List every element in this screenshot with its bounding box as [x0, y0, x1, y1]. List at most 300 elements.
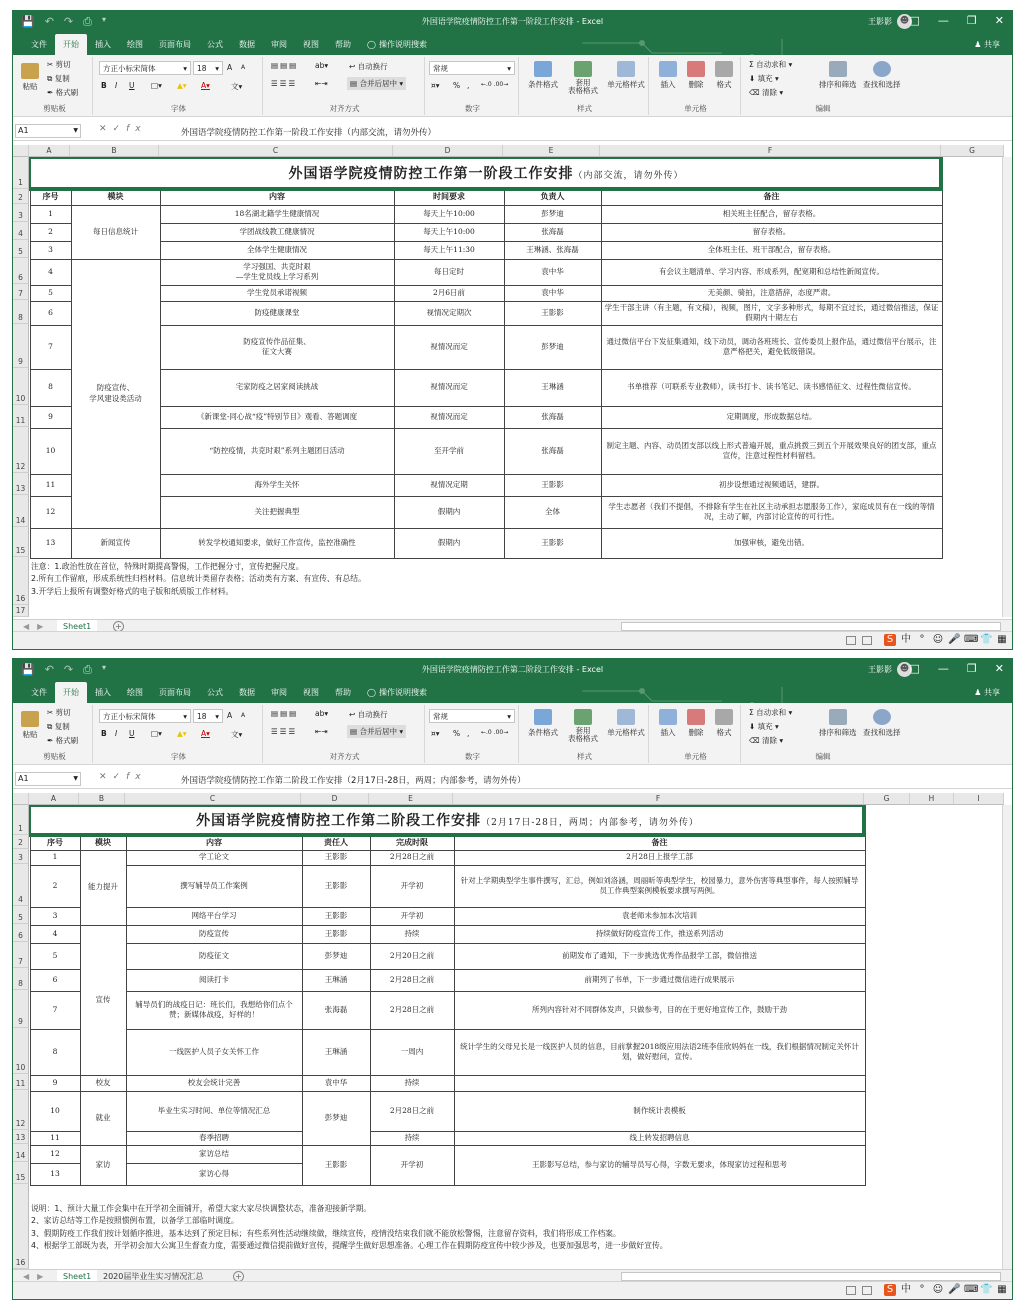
cell-content[interactable]: 网络平台学习 [126, 907, 302, 925]
cell-deadline[interactable]: 2月28日之前 [370, 850, 454, 865]
cell-note[interactable]: 持续做好防疫宣传工作，推送系列活动 [454, 925, 865, 943]
header-note[interactable]: 备注 [601, 190, 942, 205]
underline-button[interactable]: U [129, 729, 135, 738]
sheet-tab-internship[interactable]: 2020届毕业生实习情况汇总 [103, 1272, 204, 1281]
cell-module[interactable]: 家访 [80, 1145, 126, 1185]
sheet-title[interactable]: 外国语学院疫情防控工作第二阶段工作安排（2月17日-28日，两周；内部参考，请勿外传） [30, 806, 865, 836]
avatar[interactable]: ☻ [897, 14, 912, 29]
cell-no[interactable]: 7 [30, 991, 80, 1029]
tab-view[interactable]: 视图 [303, 40, 319, 49]
cut-button[interactable]: ✂ 剪切 [47, 708, 71, 717]
accounting-format-button[interactable]: ¤▾ [431, 729, 440, 738]
cell-owner[interactable]: 全体 [504, 496, 601, 528]
paste-button[interactable]: 粘贴 [21, 711, 39, 740]
punctuation-icon[interactable]: ° [919, 634, 925, 645]
cell-module[interactable]: 能力提升 [80, 850, 126, 925]
col-header-g[interactable]: G [941, 145, 1004, 157]
wrap-text-button[interactable]: ↩ 自动换行 [349, 710, 388, 719]
tab-review[interactable]: 审阅 [271, 688, 287, 697]
cell-note[interactable]: 制定主题、内容、动员团支部以线上形式普遍开展，重点挑拨三到五个开展效果良好的团支部，重点宣传，注意过程性材料留档。 [601, 428, 942, 474]
cell-no[interactable]: 8 [30, 1029, 80, 1075]
cell-no[interactable]: 1 [30, 850, 80, 865]
restore-icon[interactable]: ❐ [966, 14, 977, 27]
border-button[interactable]: □▾ [151, 81, 162, 90]
cell-note[interactable]: 书单推荐（可联系专业教师），读书打卡、读书笔记、读书感悟征文、过程性微信宣传。 [601, 369, 942, 406]
cell-owner[interactable]: 张海磊 [302, 991, 370, 1029]
tab-draw[interactable]: 绘图 [127, 40, 143, 49]
sort-filter-button[interactable]: 排序和筛选 [819, 61, 857, 90]
format-painter-button[interactable]: ✒ 格式刷 [47, 88, 79, 97]
cell-content[interactable]: 辅导员们的战疫日记：班长们，我想给你们点个赞；新媒体战疫，好样的！ [126, 991, 302, 1029]
horizontal-scrollbar[interactable] [621, 1272, 1001, 1281]
cell-deadline[interactable]: 2月28日之前 [370, 1091, 454, 1131]
italic-button[interactable]: I [115, 81, 118, 90]
tab-view[interactable]: 视图 [303, 688, 319, 697]
tell-me-search[interactable]: ◯ 操作说明搜索 [367, 688, 427, 697]
comma-button[interactable]: , [467, 729, 470, 738]
add-sheet-button[interactable]: + [233, 1271, 244, 1282]
cell-time[interactable]: 每天上午11:30 [394, 241, 504, 259]
cell-owner[interactable]: 彭梦迪 [504, 325, 601, 369]
cell-note[interactable]: 统计学生的父母兄长是一线医护人员的信息，目前掌握2018级应用法语2班李佳欣妈妈在一线，我们根据情况制定关怀计划，做好慰问，宣传。 [454, 1029, 865, 1075]
tab-page-layout[interactable]: 页面布局 [159, 688, 191, 697]
toolbox-icon[interactable]: ▦ [997, 1284, 1007, 1295]
col-header-a[interactable]: A [29, 145, 70, 157]
print-preview-icon[interactable]: ⎙ [83, 15, 92, 28]
skin-icon[interactable]: 👕 [980, 1284, 993, 1295]
cell-content[interactable]: 一线医护人员子女关怀工作 [126, 1029, 302, 1075]
row-header[interactable]: 8 [13, 968, 29, 990]
cell-deadline[interactable]: 持续 [370, 925, 454, 943]
cell-note[interactable]: 线上转发招聘信息 [454, 1131, 865, 1145]
cell-no[interactable]: 3 [30, 907, 80, 925]
cell-no[interactable]: 12 [30, 1145, 80, 1163]
fx-icon[interactable]: ✕✓fx [99, 124, 147, 134]
col-header-d[interactable]: D [301, 793, 369, 805]
cell-no[interactable]: 9 [30, 1075, 80, 1091]
cell-styles-button[interactable]: 单元格样式 [605, 61, 647, 90]
header-note[interactable]: 备注 [454, 836, 865, 850]
tab-home[interactable]: 开始 [55, 34, 87, 55]
row-header[interactable]: 9 [13, 324, 29, 368]
cell-content[interactable]: “防控疫情，共克时艰”系列主题团日活动 [160, 428, 394, 474]
col-header-h[interactable]: H [910, 793, 954, 805]
merge-center-button[interactable]: ▤ 合并后居中 ▾ [347, 77, 406, 90]
autosum-button[interactable]: Σ 自动求和 ▾ [749, 708, 793, 717]
autosum-button[interactable]: Σ 自动求和 ▾ [749, 60, 793, 69]
cell-note[interactable]: 相关班主任配合，留存表格。 [601, 205, 942, 223]
decimal-buttons[interactable]: ←.0 .00→ [481, 81, 509, 88]
cell-owner[interactable]: 王影影 [504, 301, 601, 325]
cell-no[interactable]: 4 [30, 925, 80, 943]
font-size-select[interactable]: 18 ▾ [193, 709, 223, 723]
tab-data[interactable]: 数据 [239, 40, 255, 49]
user-name[interactable]: 王影影 [868, 17, 892, 26]
vertical-align-buttons[interactable]: ▤▤▤ [271, 709, 299, 718]
cell-note[interactable]: 前期发布了通知，下一步挑选优秀作品报学工部，微信推送 [454, 943, 865, 969]
emoji-icon[interactable]: ☺ [932, 1284, 944, 1295]
font-color-button[interactable]: A▾ [201, 81, 210, 90]
header-content[interactable]: 内容 [126, 836, 302, 850]
cell-note[interactable]: 袁老师未参加本次培训 [454, 907, 865, 925]
cell-owner[interactable]: 王影影 [302, 907, 370, 925]
skin-icon[interactable]: 👕 [980, 634, 993, 645]
header-no[interactable]: 序号 [30, 190, 71, 205]
view-buttons[interactable] [846, 636, 872, 645]
cell-note[interactable]: 通过微信平台下发征集通知，线下动员，调动各班班长、宣传委员上报作品，通过微信平台展示，注意严格把关，避免低级错误。 [601, 325, 942, 369]
horizontal-align-buttons[interactable]: ☰☰☰ [271, 79, 298, 88]
row-header[interactable]: 4 [13, 222, 29, 240]
delete-cells-button[interactable]: 删除 [683, 61, 709, 90]
cell-content[interactable]: 春季招聘 [126, 1131, 302, 1145]
vertical-align-buttons[interactable]: ▤▤▤ [271, 61, 299, 70]
cell-owner[interactable]: 王影影 [302, 925, 370, 943]
cell-time[interactable]: 视情况而定 [394, 325, 504, 369]
cell-owner[interactable]: 张海磊 [504, 428, 601, 474]
cell-content[interactable]: 转发学校通知要求，做好工作宣传，监控准确性 [160, 528, 394, 558]
row-header[interactable]: 7 [13, 942, 29, 968]
font-color-button[interactable]: A▾ [201, 729, 210, 738]
cell-content[interactable]: 《新课堂-同心战“疫”特别节目》观看、答题调度 [160, 406, 394, 428]
cell-content[interactable]: 学习强国、共克时艰 —学生党员线上学习系列 [160, 259, 394, 285]
normal-view-icon[interactable] [846, 636, 856, 645]
row-header[interactable]: 6 [13, 258, 29, 284]
cell-module[interactable]: 防疫宣传、 学风建设类活动 [71, 259, 160, 528]
clear-button[interactable]: ⌫ 清除 ▾ [749, 736, 784, 745]
cell-owner[interactable]: 王琳涵、张海磊 [504, 241, 601, 259]
cell-note[interactable] [454, 1075, 865, 1091]
mic-icon[interactable]: 🎤 [948, 1284, 961, 1295]
cell-owner[interactable]: 王琳涵 [302, 969, 370, 991]
cell-deadline[interactable]: 2月28日之前 [370, 969, 454, 991]
cell-content[interactable]: 防疫宣传 [126, 925, 302, 943]
share-button[interactable]: ♟ 共享 [974, 688, 1000, 697]
cell-owner[interactable]: 彭梦迪 [302, 1091, 370, 1145]
row-header[interactable]: 12 [13, 1090, 29, 1130]
format-cells-button[interactable]: 格式 [711, 61, 737, 90]
orientation-button[interactable]: ab▾ [315, 61, 329, 70]
cut-button[interactable]: ✂ 剪切 [47, 60, 71, 69]
cell-owner[interactable]: 彭梦迪 [504, 205, 601, 223]
minimize-icon[interactable]: — [937, 14, 949, 27]
tab-page-layout[interactable]: 页面布局 [159, 40, 191, 49]
col-header-b[interactable]: B [79, 793, 125, 805]
cell-content[interactable]: 校友会统计完善 [126, 1075, 302, 1091]
cell-content[interactable]: 宅家防疫之居家阅读挑战 [160, 369, 394, 406]
sheet-nav-arrows[interactable]: ◀▶ [23, 622, 52, 631]
chinese-mode-icon[interactable]: 中 [901, 1284, 911, 1295]
cell-content[interactable]: 全体学生健康情况 [160, 241, 394, 259]
row-header[interactable]: 16 [13, 1184, 29, 1269]
cell-module[interactable]: 新闻宣传 [71, 528, 160, 558]
paste-button[interactable]: 粘贴 [21, 63, 39, 92]
col-header-g[interactable]: G [864, 793, 910, 805]
name-box[interactable]: A1 ▼ [15, 124, 81, 138]
header-owner[interactable]: 责任人 [302, 836, 370, 850]
cell-module[interactable]: 每日信息统计 [71, 205, 160, 259]
cell-note[interactable]: 留存表格。 [601, 223, 942, 241]
page-layout-view-icon[interactable] [862, 636, 872, 645]
col-header-a[interactable]: A [29, 793, 79, 805]
grow-font-button[interactable]: A [227, 711, 233, 720]
delete-cells-button[interactable]: 删除 [683, 709, 709, 738]
cell-no[interactable]: 6 [30, 301, 71, 325]
comma-button[interactable]: , [467, 81, 470, 90]
cell-time[interactable]: 视情况定期 [394, 474, 504, 496]
tab-formulas[interactable]: 公式 [207, 688, 223, 697]
cell-no[interactable]: 10 [30, 428, 71, 474]
shrink-font-button[interactable]: A [241, 64, 246, 71]
format-as-table-button[interactable]: 套用 表格格式 [565, 61, 601, 96]
format-cells-button[interactable]: 格式 [711, 709, 737, 738]
select-all[interactable] [13, 793, 29, 805]
row-header[interactable]: 14 [13, 495, 29, 527]
ime-toolbar[interactable] [884, 1284, 1008, 1296]
fill-button[interactable]: ⬇ 填充 ▾ [749, 74, 779, 83]
cell-no[interactable]: 1 [30, 205, 71, 223]
row-header[interactable]: 13 [13, 1130, 29, 1144]
header-content[interactable]: 内容 [160, 190, 394, 205]
wrap-text-button[interactable]: ↩ 自动换行 [349, 62, 388, 71]
header-time[interactable]: 时间要求 [394, 190, 504, 205]
save-icon[interactable]: 💾 [21, 15, 35, 28]
customize-qat-icon[interactable]: ▾ [101, 663, 106, 672]
header-no[interactable]: 序号 [30, 836, 80, 850]
horizontal-scrollbar[interactable] [621, 622, 1001, 631]
col-header-f[interactable]: F [600, 145, 941, 157]
row-header[interactable]: 9 [13, 990, 29, 1028]
cell-owner[interactable]: 王影影 [302, 1145, 370, 1185]
cell-time[interactable]: 2月6日前 [394, 285, 504, 301]
cell-no[interactable]: 11 [30, 1131, 80, 1145]
cell-owner[interactable]: 王影影 [504, 474, 601, 496]
minimize-icon[interactable]: — [937, 662, 949, 675]
tab-file[interactable]: 文件 [31, 688, 47, 697]
row-header[interactable]: 5 [13, 240, 29, 258]
header-module[interactable]: 模块 [71, 190, 160, 205]
row-header[interactable]: 1 [13, 805, 29, 835]
cell-no[interactable]: 12 [30, 496, 71, 528]
header-module[interactable]: 模块 [80, 836, 126, 850]
cell-owner[interactable]: 袁中华 [504, 285, 601, 301]
cell-owner[interactable]: 王影影 [302, 850, 370, 865]
ime-toolbar[interactable] [884, 634, 1008, 646]
row-header[interactable]: 3 [13, 204, 29, 222]
clear-button[interactable]: ⌫ 清除 ▾ [749, 88, 784, 97]
cell-time[interactable]: 视情况定期次 [394, 301, 504, 325]
tab-formulas[interactable]: 公式 [207, 40, 223, 49]
row-header[interactable]: 16 [13, 557, 29, 605]
row-header[interactable]: 15 [13, 527, 29, 557]
cell-note[interactable]: 初步设想通过视频通话，建群。 [601, 474, 942, 496]
row-header[interactable]: 10 [13, 368, 29, 405]
cell-owner[interactable]: 张海磊 [504, 406, 601, 428]
select-all[interactable] [13, 145, 29, 157]
cell-no[interactable]: 9 [30, 406, 71, 428]
worksheet-grid[interactable] [13, 145, 1012, 617]
row-header[interactable]: 2 [13, 189, 29, 204]
cell-deadline[interactable]: 一周内 [370, 1029, 454, 1075]
find-select-button[interactable]: 查找和选择 [863, 61, 901, 90]
cell-time[interactable]: 假期内 [394, 528, 504, 558]
sogou-s-icon[interactable]: S [884, 634, 896, 646]
cell-time[interactable]: 至开学前 [394, 428, 504, 474]
row-header[interactable]: 13 [13, 473, 29, 495]
phonetic-button[interactable]: 文▾ [231, 82, 243, 91]
copy-button[interactable]: ⧉ 复制 [47, 74, 70, 83]
cell-no[interactable]: 4 [30, 259, 71, 285]
header-deadline[interactable]: 完成时限 [370, 836, 454, 850]
shrink-font-button[interactable]: A [241, 712, 246, 719]
cell-content[interactable]: 防疫征文 [126, 943, 302, 969]
find-select-button[interactable]: 查找和选择 [863, 709, 901, 738]
cell-deadline[interactable]: 持续 [370, 1131, 454, 1145]
cell-owner[interactable]: 王琳涵 [504, 369, 601, 406]
tab-review[interactable]: 审阅 [271, 40, 287, 49]
orientation-button[interactable]: ab▾ [315, 709, 329, 718]
add-sheet-button[interactable]: + [113, 621, 124, 632]
number-format-select[interactable]: 常规 ▾ [429, 709, 515, 723]
cell-content[interactable]: 撰写辅导员工作案例 [126, 865, 302, 907]
row-header[interactable]: 17 [13, 605, 29, 617]
fx-icon[interactable]: ✕✓fx [99, 772, 147, 782]
italic-button[interactable]: I [115, 729, 118, 738]
underline-button[interactable]: U [129, 81, 135, 90]
insert-cells-button[interactable]: 插入 [655, 709, 681, 738]
row-header[interactable]: 3 [13, 849, 29, 864]
restore-icon[interactable]: ❐ [966, 662, 977, 675]
cell-module[interactable]: 校友 [80, 1075, 126, 1091]
tab-help[interactable]: 帮助 [335, 688, 351, 697]
cell-module[interactable]: 就业 [80, 1091, 126, 1145]
print-preview-icon[interactable]: ⎙ [83, 663, 92, 676]
ribbon-display-icon[interactable]: □ [909, 662, 920, 675]
cell-content[interactable]: 海外学生关怀 [160, 474, 394, 496]
cell-note[interactable]: 王影影写总结，参与家访的辅导员写心得，字数无要求，体现家访过程和思考 [454, 1145, 865, 1185]
tab-home[interactable]: 开始 [55, 682, 87, 703]
border-button[interactable]: □▾ [151, 729, 162, 738]
insert-cells-button[interactable]: 插入 [655, 61, 681, 90]
conditional-format-button[interactable]: 条件格式 [525, 61, 561, 90]
cell-deadline[interactable]: 开学初 [370, 1145, 454, 1185]
cell-no[interactable]: 2 [30, 223, 71, 241]
tab-help[interactable]: 帮助 [335, 40, 351, 49]
cell-note[interactable]: 定期调度，形成数据总结。 [601, 406, 942, 428]
mic-icon[interactable]: 🎤 [948, 634, 961, 645]
cell-note[interactable]: 前期列了书单，下一步通过微信进行成果展示 [454, 969, 865, 991]
cell-content[interactable]: 阅读打卡 [126, 969, 302, 991]
notes-block[interactable] [31, 1203, 668, 1253]
tell-me-search[interactable]: ◯ 操作说明搜索 [367, 40, 427, 49]
percent-button[interactable]: % [453, 729, 461, 738]
sheet-title[interactable]: 外国语学院疫情防控工作第一阶段工作安排（内部交流，请勿外传） [30, 158, 942, 190]
normal-view-icon[interactable] [846, 1286, 856, 1295]
vertical-scrollbar[interactable] [1002, 805, 1012, 1269]
cell-deadline[interactable]: 开学初 [370, 907, 454, 925]
avatar[interactable]: ☻ [897, 662, 912, 677]
sheet-tab-sheet1[interactable]: Sheet1 [57, 620, 97, 633]
page-layout-view-icon[interactable] [862, 1286, 872, 1295]
bold-button[interactable]: B [101, 81, 107, 90]
cell-note[interactable]: 加强审核，避免出错。 [601, 528, 942, 558]
cell-time[interactable]: 假期内 [394, 496, 504, 528]
cell-deadline[interactable]: 2月20日之前 [370, 943, 454, 969]
cell-content[interactable]: 家访心得 [126, 1163, 302, 1185]
tab-insert[interactable]: 插入 [95, 688, 111, 697]
fill-color-button[interactable]: ▲▾ [177, 81, 187, 90]
cell-time[interactable]: 每天上午10:00 [394, 205, 504, 223]
close-icon[interactable]: ✕ [994, 662, 1004, 675]
row-header[interactable]: 2 [13, 835, 29, 849]
tab-data[interactable]: 数据 [239, 688, 255, 697]
sogou-s-icon[interactable]: S [884, 1284, 896, 1296]
cell-content[interactable]: 毕业生实习时间、单位等情况汇总 [126, 1091, 302, 1131]
col-header-b[interactable]: B [70, 145, 159, 157]
row-header[interactable]: 6 [13, 924, 29, 942]
close-icon[interactable]: ✕ [994, 14, 1004, 27]
copy-button[interactable]: ⧉ 复制 [47, 722, 70, 731]
cell-content[interactable]: 家访总结 [126, 1145, 302, 1163]
cell-no[interactable]: 6 [30, 969, 80, 991]
number-format-select[interactable]: 常规 ▾ [429, 61, 515, 75]
view-buttons[interactable] [846, 1286, 872, 1295]
row-header[interactable]: 14 [13, 1144, 29, 1162]
cell-time[interactable]: 视情况而定 [394, 406, 504, 428]
cell-note[interactable]: 有会议主题清单、学习内容、形成系列，配宽期和总结性新闻宣传。 [601, 259, 942, 285]
font-size-select[interactable]: 18 ▾ [193, 61, 223, 75]
name-box[interactable]: A1 ▼ [15, 772, 81, 786]
cell-owner[interactable]: 王影影 [302, 865, 370, 907]
chinese-mode-icon[interactable]: 中 [901, 634, 911, 645]
cell-time[interactable]: 视情况而定 [394, 369, 504, 406]
cell-owner[interactable]: 王琳涵 [302, 1029, 370, 1075]
keyboard-icon[interactable]: ⌨ [964, 634, 979, 645]
share-button[interactable]: ♟ 共享 [974, 40, 1000, 49]
cell-time[interactable]: 每天上午10:00 [394, 223, 504, 241]
row-header[interactable]: 11 [13, 405, 29, 427]
cell-note[interactable]: 学生干部主讲（有主题，有文稿），视频，图片，文字多种形式，每期不宜过长，通过微信推送，保证假期内十期左右 [601, 301, 942, 325]
cell-no[interactable]: 13 [30, 1163, 80, 1185]
col-header-e[interactable]: E [503, 145, 600, 157]
cell-no[interactable]: 13 [30, 528, 71, 558]
phonetic-button[interactable]: 文▾ [231, 730, 243, 739]
cell-note[interactable]: 2月28日上报学工部 [454, 850, 865, 865]
cell-styles-button[interactable]: 单元格样式 [605, 709, 647, 738]
punctuation-icon[interactable]: ° [919, 1284, 925, 1295]
customize-qat-icon[interactable]: ▾ [101, 15, 106, 24]
cell-owner[interactable]: 袁中华 [302, 1075, 370, 1091]
cell-deadline[interactable]: 开学初 [370, 865, 454, 907]
cell-note[interactable]: 制作统计表模板 [454, 1091, 865, 1131]
format-painter-button[interactable]: ✒ 格式刷 [47, 736, 79, 745]
col-header-f[interactable]: F [453, 793, 864, 805]
row-header[interactable]: 12 [13, 427, 29, 473]
cell-owner[interactable]: 彭梦迪 [302, 943, 370, 969]
conditional-format-button[interactable]: 条件格式 [525, 709, 561, 738]
percent-button[interactable]: % [453, 81, 461, 90]
redo-icon[interactable]: ↷ [63, 15, 74, 28]
worksheet-grid[interactable] [13, 793, 1012, 1269]
bold-button[interactable]: B [101, 729, 107, 738]
undo-icon[interactable]: ↶ [44, 15, 54, 28]
tab-file[interactable]: 文件 [31, 40, 47, 49]
user-name[interactable]: 王影影 [868, 665, 892, 674]
cell-content[interactable]: 学团战线教工健康情况 [160, 223, 394, 241]
col-header-c[interactable]: C [125, 793, 301, 805]
cell-note[interactable]: 针对上学期典型学生事件撰写，汇总，例如刘洛涵，周丽昕等典型学生，校园暴力，意外伤害等典型事件，每人按照辅导员工作典型案例模板要求撰写两例。 [454, 865, 865, 907]
cell-no[interactable]: 11 [30, 474, 71, 496]
header-owner[interactable]: 负责人 [504, 190, 601, 205]
